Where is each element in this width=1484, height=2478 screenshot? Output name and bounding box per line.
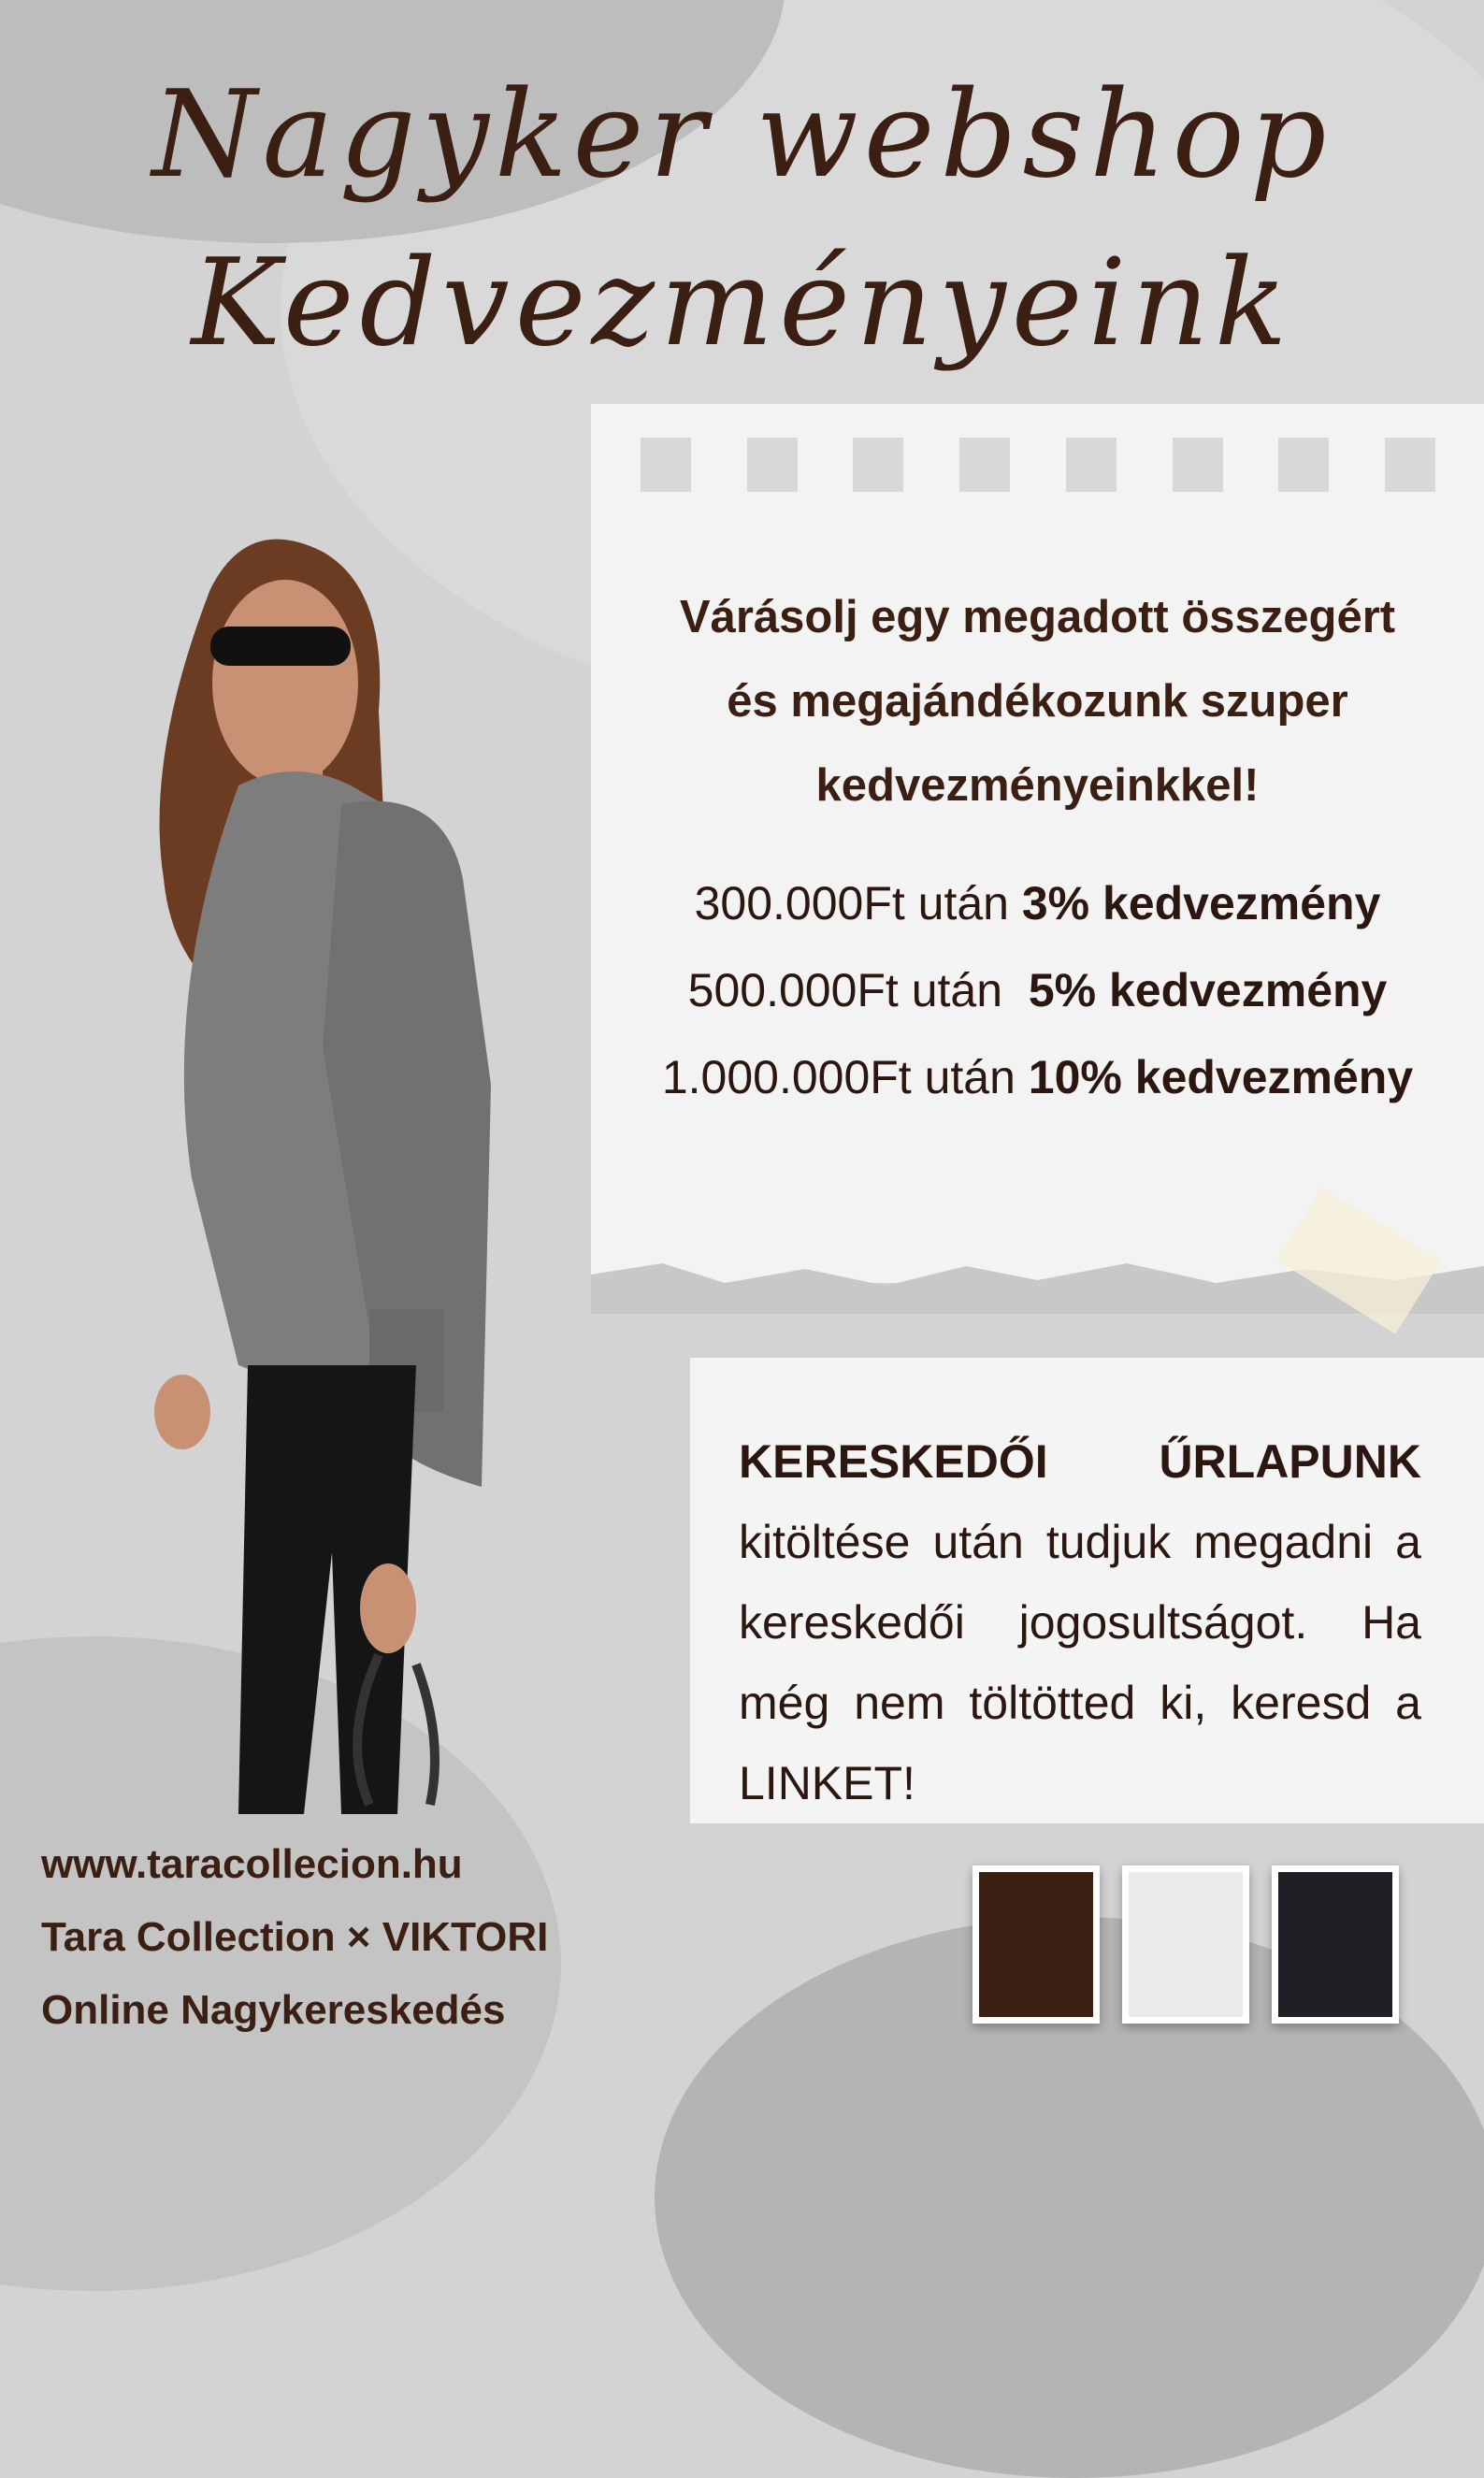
title-line-2: Kedvezményeink — [191, 234, 1293, 373]
paper-hole — [1385, 438, 1435, 492]
form-body: kitöltése után tudjuk megadni a kereskedői jogosultságot. Ha még nem töltötted ki, keresd a LINKET! — [739, 1516, 1421, 1809]
paper-hole — [1066, 438, 1117, 492]
tier-discount: 5% kedvezmény — [1028, 964, 1388, 1016]
promo-intro — [591, 575, 1484, 828]
discount-tiers — [591, 860, 1484, 1121]
model-photo — [108, 524, 594, 1814]
brand-name: Tara Collection × VIKTORI — [41, 1914, 549, 1960]
paper-hole — [853, 438, 903, 492]
color-swatch-brown — [973, 1866, 1100, 2024]
discount-tier — [591, 860, 1484, 947]
promo-intro-line: Várásolj egy megadott összegért — [679, 592, 1396, 642]
discount-tier — [591, 947, 1484, 1034]
tier-amount: 1.000.000Ft után — [661, 1051, 1029, 1103]
contact-block — [41, 1828, 548, 2047]
discount-tier — [591, 1034, 1484, 1121]
paper-hole — [1278, 438, 1329, 492]
promo-intro-line: és megajándékozunk szuper — [727, 676, 1348, 727]
tier-amount: 300.000Ft után — [694, 877, 1022, 929]
form-info-text — [739, 1421, 1421, 1823]
website-link[interactable]: www.taracollecion.hu — [41, 1841, 463, 1887]
title-line-1: Nagyker webshop — [151, 65, 1333, 205]
tier-discount: 3% kedvezmény — [1021, 877, 1381, 929]
paper-hole — [959, 438, 1010, 492]
brand-tagline: Online Nagykereskedés — [41, 1987, 506, 2033]
tier-amount: 500.000Ft után — [687, 964, 1029, 1016]
paper-holes — [641, 438, 1435, 494]
paper-hole — [641, 438, 691, 492]
form-heading: KERESKEDŐI ŰRLAPUNK — [739, 1435, 1421, 1488]
tier-discount: 10% kedvezmény — [1028, 1051, 1414, 1103]
color-swatch-light — [1122, 1866, 1249, 2024]
paper-hole — [747, 438, 798, 492]
paper-note — [591, 404, 1484, 1283]
paper-hole — [1173, 438, 1223, 492]
promo-intro-line: kedvezményeinkkel! — [815, 760, 1260, 811]
color-swatch-dark — [1272, 1866, 1399, 2024]
